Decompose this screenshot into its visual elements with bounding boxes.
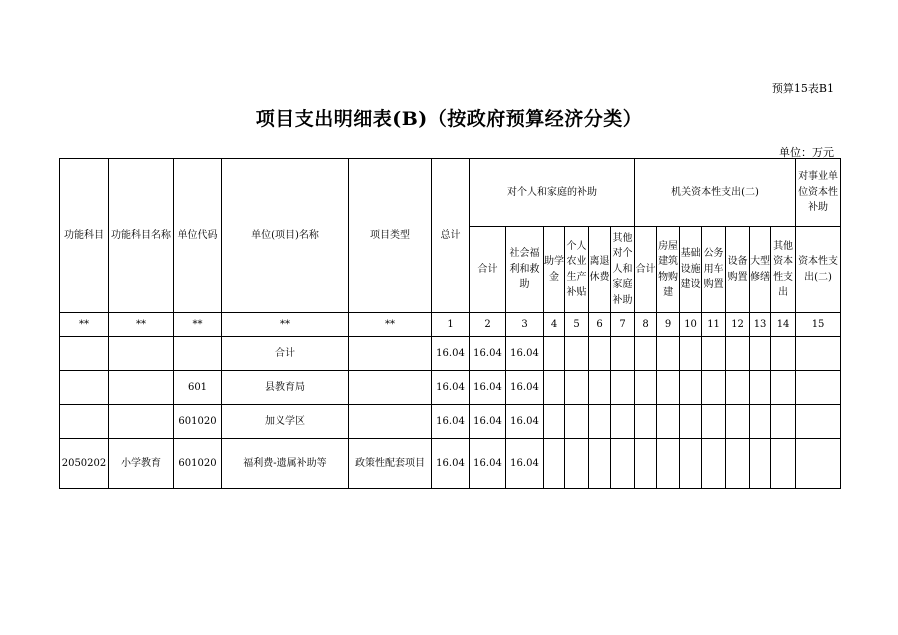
cell-c2: 16.04 xyxy=(470,371,506,405)
index-cell: ** xyxy=(60,313,109,337)
cell-total: 16.04 xyxy=(432,405,470,439)
cell-project-type xyxy=(349,405,432,439)
index-cell: 1 xyxy=(432,313,470,337)
page-title: 项目支出明细表(B)（按政府预算经济分类） xyxy=(255,108,643,130)
cell-func-code xyxy=(60,405,109,439)
cell-total: 16.04 xyxy=(432,371,470,405)
index-cell: 7 xyxy=(611,313,635,337)
index-cell: 14 xyxy=(771,313,796,337)
cell-c3: 16.04 xyxy=(506,371,544,405)
index-cell: 9 xyxy=(657,313,680,337)
cell-unit-code: 601020 xyxy=(174,405,222,439)
index-cell: ** xyxy=(174,313,222,337)
cell-unit-code: 601020 xyxy=(174,439,222,489)
index-cell: 5 xyxy=(565,313,589,337)
header-c14: 其他资本性支出 xyxy=(771,227,796,313)
header-c2: 合计 xyxy=(470,227,506,313)
header-c3: 社会福利和救助 xyxy=(506,227,544,313)
cell-unit-code xyxy=(174,337,222,371)
header-c7: 其他对个人和家庭补助 xyxy=(611,227,635,313)
cell-func-name xyxy=(109,405,174,439)
cell-unit-name: 县教育局 xyxy=(222,371,349,405)
table-row xyxy=(60,405,841,439)
header-c5: 个人农业生产补贴 xyxy=(565,227,589,313)
header-unit-name: 单位(项目)名称 xyxy=(222,159,349,313)
header-c6: 离退休费 xyxy=(589,227,611,313)
cell-func-code: 2050202 xyxy=(60,439,109,489)
header-unit-code: 单位代码 xyxy=(174,159,222,313)
index-cell: 6 xyxy=(589,313,611,337)
cell-project-type xyxy=(349,371,432,405)
cell-unit-name: 加义学区 xyxy=(222,405,349,439)
cell-c3: 16.04 xyxy=(506,439,544,489)
header-c13: 大型修缮 xyxy=(750,227,771,313)
header-c12: 设备购置 xyxy=(726,227,750,313)
index-cell: 15 xyxy=(796,313,841,337)
index-cell: 11 xyxy=(702,313,726,337)
index-cell: ** xyxy=(349,313,432,337)
index-cell: ** xyxy=(109,313,174,337)
header-row-1 xyxy=(60,159,841,227)
cell-c2: 16.04 xyxy=(470,439,506,489)
cell-func-code xyxy=(60,371,109,405)
header-func-name: 功能科目名称 xyxy=(109,159,174,313)
cell-func-code xyxy=(60,337,109,371)
cell-c3: 16.04 xyxy=(506,405,544,439)
cell-c3: 16.04 xyxy=(506,337,544,371)
index-row xyxy=(60,313,841,337)
form-code: 预算15表B1 xyxy=(771,82,834,95)
header-project-type: 项目类型 xyxy=(349,159,432,313)
index-cell: 3 xyxy=(506,313,544,337)
header-c10: 基础设施建设 xyxy=(680,227,702,313)
index-cell: 12 xyxy=(726,313,750,337)
index-cell: 2 xyxy=(470,313,506,337)
index-cell: 13 xyxy=(750,313,771,337)
cell-func-name xyxy=(109,371,174,405)
header-c15: 资本性支出(二) xyxy=(796,227,841,313)
header-group-institution-capital: 对事业单位资本性补助 xyxy=(796,159,841,227)
header-c4: 助学金 xyxy=(544,227,565,313)
index-cell: 10 xyxy=(680,313,702,337)
cell-project-type xyxy=(349,337,432,371)
header-total: 总计 xyxy=(432,159,470,313)
cell-c2: 16.04 xyxy=(470,405,506,439)
header-func-code: 功能科目 xyxy=(60,159,109,313)
table-row xyxy=(60,371,841,405)
header-c9: 房屋建筑物购建 xyxy=(657,227,680,313)
cell-unit-code: 601 xyxy=(174,371,222,405)
header-c8: 合计 xyxy=(635,227,657,313)
cell-unit-name: 合计 xyxy=(222,337,349,371)
cell-c2: 16.04 xyxy=(470,337,506,371)
header-group-capital-expenditure: 机关资本性支出(二) xyxy=(635,159,796,227)
cell-func-name: 小学教育 xyxy=(109,439,174,489)
header-group-household-subsidy: 对个人和家庭的补助 xyxy=(470,159,635,227)
cell-total: 16.04 xyxy=(432,337,470,371)
cell-func-name xyxy=(109,337,174,371)
index-cell: ** xyxy=(222,313,349,337)
index-cell: 4 xyxy=(544,313,565,337)
expense-table xyxy=(59,158,841,489)
cell-total: 16.04 xyxy=(432,439,470,489)
cell-project-type: 政策性配套项目 xyxy=(349,439,432,489)
table-row xyxy=(60,337,841,371)
unit-label: 单位：万元 xyxy=(779,146,834,159)
index-cell: 8 xyxy=(635,313,657,337)
header-c11: 公务用车购置 xyxy=(702,227,726,313)
cell-unit-name: 福利费-遗属补助等 xyxy=(222,439,349,489)
table-row xyxy=(60,439,841,489)
